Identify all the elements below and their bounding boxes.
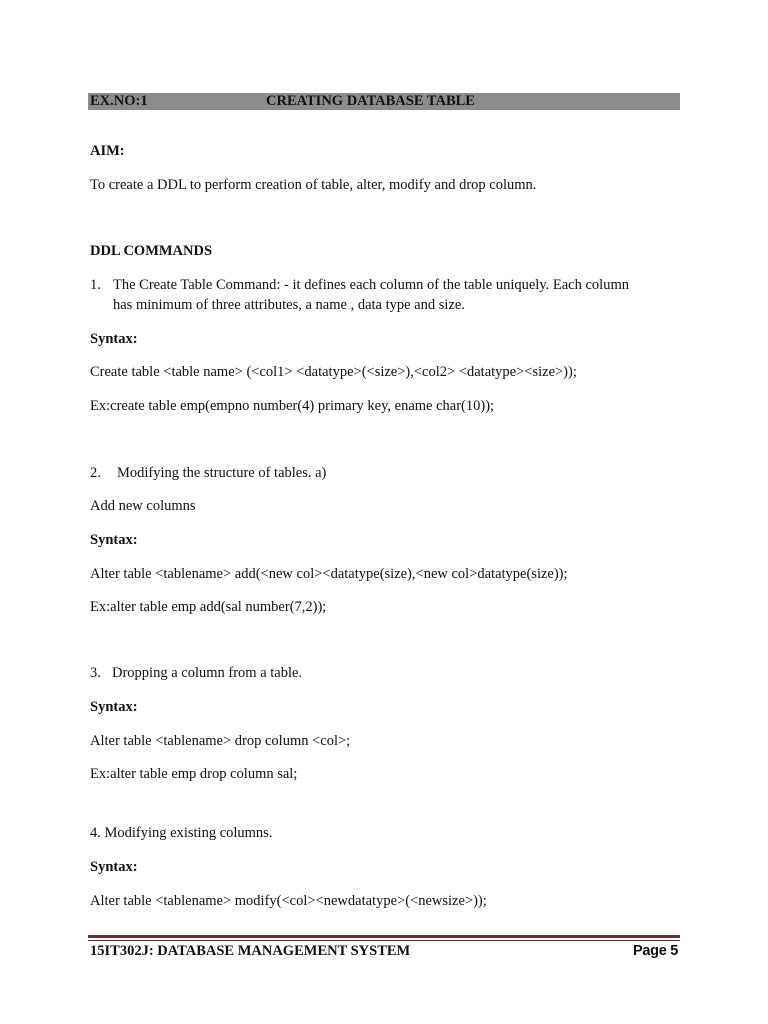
exercise-title: CREATING DATABASE TABLE	[266, 93, 475, 109]
item2-line1: Modifying the structure of tables. a)	[117, 465, 327, 481]
item1-line1: The Create Table Command: - it defines each column of the table uniquely. Each column	[113, 277, 629, 293]
item1-number: 1.	[90, 277, 101, 293]
item2-number: 2.	[90, 465, 101, 481]
aim-text: To create a DDL to perform creation of table, alter, modify and drop column.	[90, 177, 537, 193]
item1-syntax: Create table <table name> (<col1> <datatype>(<size>),<col2> <datatype><size>));	[90, 364, 577, 380]
item1-syntax-label: Syntax:	[90, 331, 138, 347]
item3-syntax: Alter table <tablename> drop column <col>;	[90, 733, 351, 749]
item3-line1: Dropping a column from a table.	[112, 665, 303, 681]
item4-line1: 4. Modifying existing columns.	[90, 825, 273, 841]
item1-line2: has minimum of three attributes, a name , data type and size.	[113, 297, 465, 313]
footer-course: 15IT302J: DATABASE MANAGEMENT SYSTEM	[90, 943, 411, 959]
item2-syntax-label: Syntax:	[90, 532, 138, 548]
item3-syntax-label: Syntax:	[90, 699, 138, 715]
item4-syntax: Alter table <tablename> modify(<col><newdatatype>(<newsize>));	[90, 893, 487, 909]
footer-rule-thin	[88, 940, 680, 941]
item3-number: 3.	[90, 665, 101, 681]
exercise-header-bar	[88, 93, 680, 110]
exercise-number: EX.NO:1	[90, 93, 148, 109]
item2-line2: Add new columns	[90, 498, 196, 514]
item1-example: Ex:create table emp(empno number(4) primary key, ename char(10));	[90, 398, 495, 414]
aim-heading: AIM:	[90, 143, 125, 159]
item2-example: Ex:alter table emp add(sal number(7,2));	[90, 599, 327, 615]
item4-syntax-label: Syntax:	[90, 859, 138, 875]
item3-example: Ex:alter table emp drop column sal;	[90, 766, 298, 782]
ddl-heading: DDL COMMANDS	[90, 243, 213, 259]
footer-rule	[88, 935, 680, 938]
item2-syntax: Alter table <tablename> add(<new col><datatype(size),<new col>datatype(size));	[90, 566, 568, 582]
footer-page-number: Page 5	[633, 943, 678, 959]
